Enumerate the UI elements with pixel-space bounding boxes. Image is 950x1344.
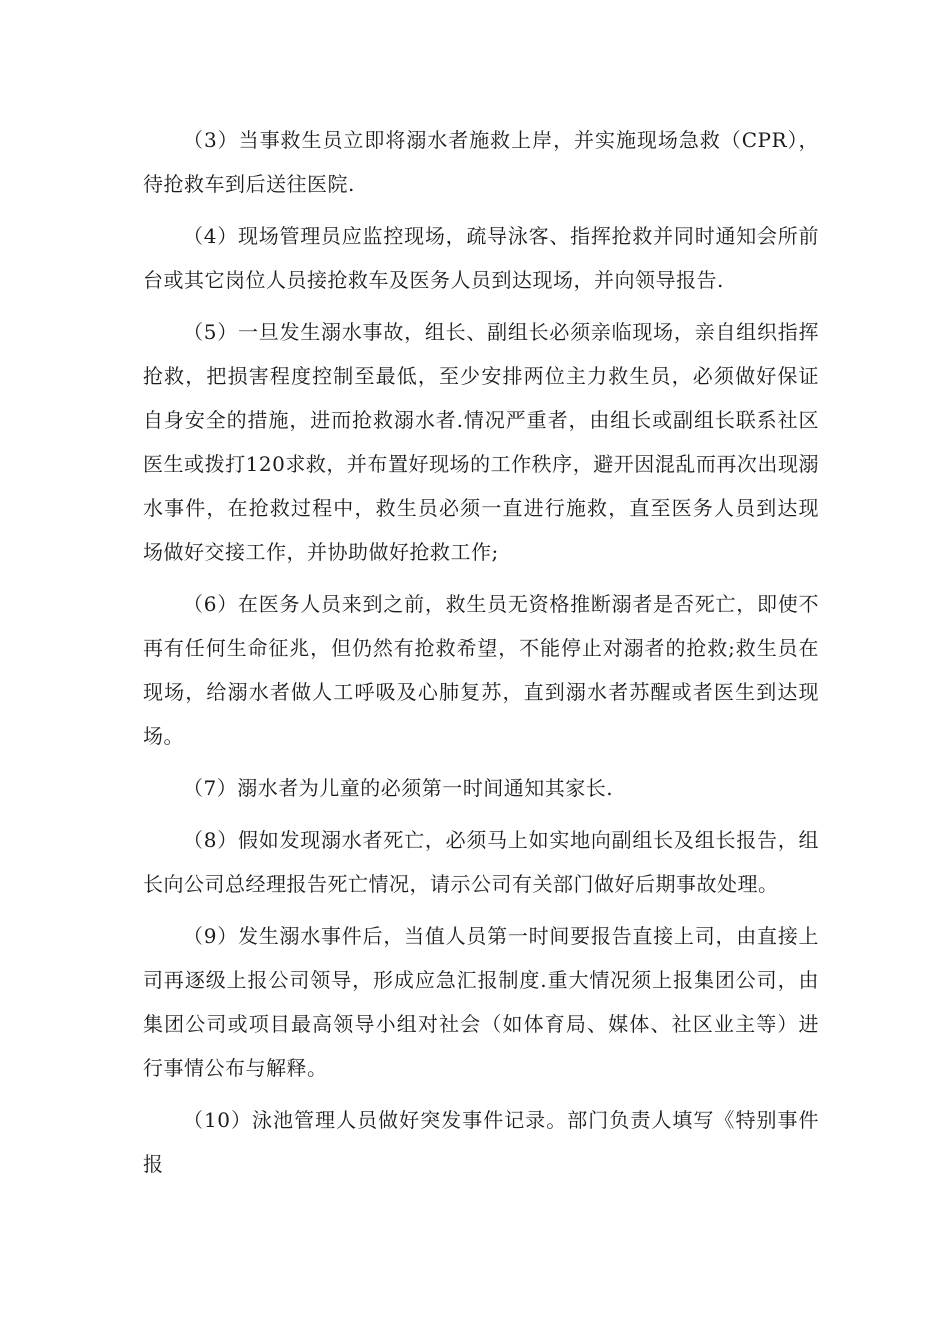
paragraph-4: （4）现场管理员应监控现场，疏导泳客、指挥抢救并同时通知会所前台或其它岗位人员接抢救车及医务人员到达现场，并向领导报告. <box>143 224 819 292</box>
paragraph-9: （9）发生溺水事件后，当值人员第一时间要报告直接上司，由直接上司再逐级上报公司领导，形成应急汇报制度.重大情况须上报集团公司，由集团公司或项目最高领导小组对社会（如体育局、媒体、社区业主等）进行事情公布与解释。 <box>143 924 819 1080</box>
paragraph-5: （5）一旦发生溺水事故，组长、副组长必须亲临现场，亲自组织指挥抢救，把损害程度控制至最低，至少安排两位主力救生员，必须做好保证自身安全的措施，进而抢救溺水者.情况严重者，由组长或副组长联系社区医生或拨打120求救，并布置好现场的工作秩序，避开因混乱而再次出现溺水事件，在抢救过程中，救生员必须一直进行施救，直至医务人员到达现场做好交接工作，并协助做好抢救工作; <box>143 320 819 564</box>
paragraph-3: （3）当事救生员立即将溺水者施救上岸，并实施现场急救（CPR），待抢救车到后送往医院. <box>143 128 819 196</box>
paragraph-7: （7）溺水者为儿童的必须第一时间通知其家长. <box>183 776 614 800</box>
paragraph-10: （10）泳池管理人员做好突发事件记录。部门负责人填写《特别事件报 <box>143 1108 819 1176</box>
paragraph-6: （6）在医务人员来到之前，救生员无资格推断溺者是否死亡，即使不再有任何生命征兆，但仍然有抢救希望，不能停止对溺者的抢救;救生员在现场，给溺水者做人工呼吸及心肺复苏，直到溺水者苏醒或者医生到达现场。 <box>143 592 819 748</box>
document-page <box>143 118 819 1194</box>
paragraph-8: （8）假如发现溺水者死亡，必须马上如实地向副组长及组长报告，组长向公司总经理报告死亡情况，请示公司有关部门做好后期事故处理。 <box>143 828 819 896</box>
